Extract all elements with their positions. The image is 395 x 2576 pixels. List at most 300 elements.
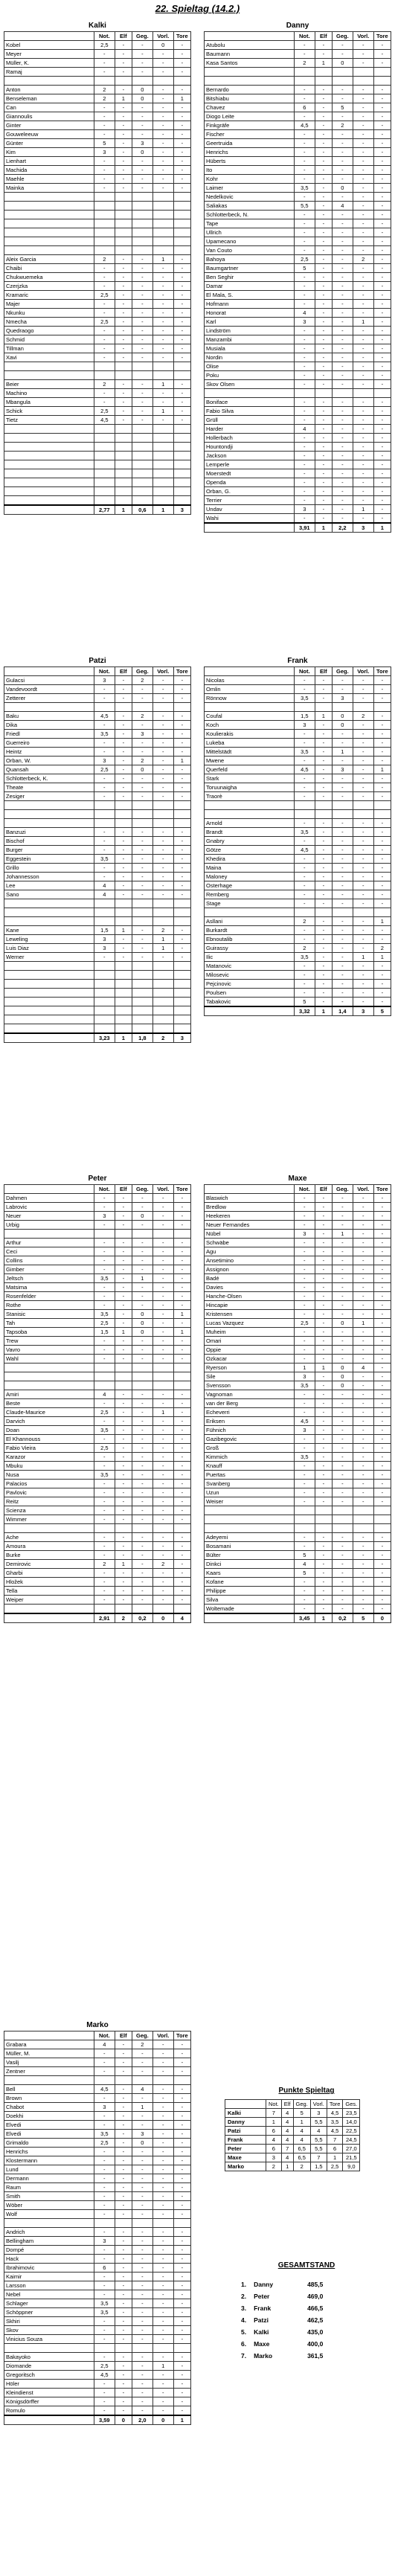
table-row — [205, 434, 391, 443]
stat-cell: - — [332, 398, 353, 407]
stat-cell: - — [315, 469, 332, 478]
table-row — [4, 211, 191, 219]
header-cell: Vorl. — [152, 32, 173, 41]
stat-cell: - — [315, 998, 332, 1007]
stat-cell — [115, 989, 132, 998]
stat-cell: - — [132, 1587, 152, 1596]
stat-cell — [152, 478, 173, 487]
stat-cell: - — [353, 416, 373, 425]
header-cell: Not. — [94, 32, 115, 41]
player-name: Brown — [4, 2094, 94, 2103]
stat-cell: - — [94, 1292, 115, 1301]
table-row — [4, 2335, 191, 2344]
stat-cell: - — [353, 1310, 373, 1319]
stat-cell: - — [332, 1265, 353, 1274]
stat-cell: - — [315, 828, 332, 837]
stat-cell: 1 — [315, 712, 332, 721]
points-name: Marko — [225, 2162, 266, 2171]
standings-rank: 1. — [241, 2281, 247, 2288]
stat-cell: - — [315, 219, 332, 228]
points-row — [225, 2136, 360, 2145]
standings-rank: 5. — [241, 2328, 247, 2336]
sum-cell: 0 — [115, 2415, 132, 2425]
player-name: Theate — [4, 783, 94, 792]
stat-cell: - — [373, 86, 391, 94]
stat-cell: - — [315, 264, 332, 273]
points-cell: 2,5 — [327, 2162, 343, 2171]
stat-cell — [94, 1024, 115, 1034]
table-row — [4, 2362, 191, 2371]
stat-cell: - — [294, 1292, 315, 1301]
table-row — [4, 1212, 191, 1221]
player-name: Skhiri — [4, 2317, 94, 2326]
stat-cell: 0 — [332, 59, 353, 68]
table-row — [4, 1372, 191, 1381]
stat-cell: - — [152, 2183, 173, 2192]
stat-cell: - — [353, 380, 373, 389]
table-row — [205, 77, 391, 86]
stat-cell — [115, 1015, 132, 1024]
stat-cell: - — [152, 2192, 173, 2201]
stat-cell: - — [173, 112, 190, 121]
stat-cell: - — [152, 2148, 173, 2156]
stat-cell: - — [173, 1346, 190, 1355]
stat-cell: - — [353, 460, 373, 469]
stat-cell: - — [173, 184, 190, 193]
points-cell: 6,5 — [293, 2153, 310, 2162]
stat-cell: - — [332, 166, 353, 175]
table-row — [205, 980, 391, 989]
stat-cell: 5 — [94, 139, 115, 148]
table-row — [4, 2406, 191, 2416]
player-name — [4, 228, 94, 237]
stat-cell: - — [173, 2237, 190, 2246]
stat-cell: - — [373, 469, 391, 478]
stat-cell: - — [294, 1355, 315, 1364]
table-row — [4, 1247, 191, 1256]
player-name: Johannesson — [4, 873, 94, 881]
player-name: Geertruida — [205, 139, 295, 148]
stat-cell: - — [353, 309, 373, 318]
stat-cell: - — [152, 130, 173, 139]
player-name: Kane — [4, 926, 94, 935]
stat-cell: 4 — [332, 202, 353, 211]
stat-cell: - — [173, 953, 190, 962]
player-name: Neuer — [4, 1212, 94, 1221]
stat-cell: - — [294, 676, 315, 685]
stat-cell: - — [294, 1408, 315, 1417]
stat-cell: - — [152, 2067, 173, 2076]
stat-cell: - — [353, 103, 373, 112]
stat-cell — [173, 971, 190, 980]
sum-cell: 2 — [152, 1033, 173, 1043]
stat-cell — [94, 237, 115, 246]
stat-cell: - — [173, 926, 190, 935]
table-row — [4, 1292, 191, 1301]
stat-cell: - — [315, 980, 332, 989]
stat-cell: - — [373, 318, 391, 327]
stat-cell — [315, 703, 332, 712]
stat-cell: - — [115, 837, 132, 846]
stat-cell: - — [353, 407, 373, 416]
points-cell: 4 — [281, 2153, 293, 2162]
stat-cell: - — [152, 175, 173, 184]
stat-cell: - — [115, 2380, 132, 2389]
player-name — [4, 2344, 94, 2353]
stat-cell: - — [173, 2148, 190, 2156]
header-cell: Elf — [115, 2031, 132, 2040]
table-row — [4, 676, 191, 685]
table-row — [205, 1355, 391, 1364]
stat-cell: - — [332, 1533, 353, 1542]
stat-cell: - — [115, 1515, 132, 1524]
table-row — [205, 828, 391, 837]
stat-cell: - — [173, 1426, 190, 1435]
stat-cell — [152, 487, 173, 496]
table-row — [4, 1310, 191, 1319]
stat-cell: - — [294, 496, 315, 505]
table-row — [4, 59, 191, 68]
stat-cell: - — [315, 953, 332, 962]
stat-cell: - — [115, 2121, 132, 2130]
stat-cell: - — [132, 1560, 152, 1569]
table-row — [205, 219, 391, 228]
player-name: Klostermann — [4, 2156, 94, 2165]
stat-cell: - — [115, 1426, 132, 1435]
stat-cell: - — [294, 1310, 315, 1319]
table-row — [4, 935, 191, 944]
stat-cell: 4 — [294, 309, 315, 318]
table-row — [4, 1497, 191, 1506]
stat-cell: - — [173, 1337, 190, 1346]
stat-cell: - — [173, 255, 190, 264]
stat-cell — [132, 899, 152, 908]
stat-cell: - — [173, 739, 190, 748]
table-row — [205, 362, 391, 371]
stat-cell: - — [132, 739, 152, 748]
points-cell: 7 — [281, 2145, 293, 2153]
player-name: Doan — [4, 1426, 94, 1435]
stat-cell — [115, 371, 132, 380]
stat-cell: - — [152, 1551, 173, 1560]
stat-cell: 3 — [294, 721, 315, 730]
player-name — [4, 434, 94, 443]
stat-cell: - — [373, 398, 391, 407]
stat-cell: - — [115, 2139, 132, 2148]
stat-cell: - — [294, 1221, 315, 1230]
stat-cell: - — [315, 1283, 332, 1292]
table-row — [205, 881, 391, 890]
stat-cell: 0 — [132, 2139, 152, 2148]
stat-cell: - — [152, 694, 173, 703]
stat-cell: 1 — [152, 944, 173, 953]
stat-cell: - — [373, 41, 391, 50]
stat-cell: - — [373, 899, 391, 908]
header-cell: Geg. — [332, 32, 353, 41]
stat-cell: - — [294, 1346, 315, 1355]
stat-cell: - — [152, 1355, 173, 1364]
header-cell — [4, 32, 94, 41]
player-name: Benseleman — [4, 94, 94, 103]
table-row — [205, 1551, 391, 1560]
table-row — [4, 721, 191, 730]
header-cell: Vorl. — [152, 2031, 173, 2040]
stat-cell: - — [115, 2335, 132, 2344]
player-name: Zentner — [4, 2067, 94, 2076]
stat-cell: - — [294, 443, 315, 452]
stat-cell: - — [332, 86, 353, 94]
stat-cell: 1 — [353, 1319, 373, 1328]
stat-cell — [132, 443, 152, 452]
table-row — [205, 211, 391, 219]
table-row — [4, 873, 191, 881]
stat-cell: - — [294, 407, 315, 416]
player-name: Toruunaigha — [205, 783, 295, 792]
player-name: Dika — [4, 721, 94, 730]
player-name: Beste — [4, 1399, 94, 1408]
table-row — [4, 1274, 191, 1283]
stat-cell — [173, 980, 190, 989]
stat-cell: - — [115, 407, 132, 416]
stat-cell: - — [353, 273, 373, 282]
table-row — [4, 1256, 191, 1265]
table-row — [205, 1337, 391, 1346]
table-row — [205, 890, 391, 899]
sum-cell — [205, 1006, 295, 1016]
stat-cell: - — [353, 264, 373, 273]
stat-cell: - — [315, 41, 332, 50]
stat-cell: - — [115, 2165, 132, 2174]
stat-cell — [332, 1506, 353, 1515]
table-row — [205, 103, 391, 112]
table-row — [4, 264, 191, 273]
sum-cell: 2,77 — [94, 505, 115, 515]
stat-cell: - — [94, 2290, 115, 2299]
sum-cell: 5 — [353, 1613, 373, 1623]
stat-cell: - — [315, 50, 332, 59]
stat-cell: - — [315, 398, 332, 407]
player-name: Stage — [205, 899, 295, 908]
stat-cell: - — [353, 193, 373, 202]
team-table-patzi — [4, 656, 191, 1043]
stat-cell: 3 — [332, 765, 353, 774]
player-name: Grabara — [4, 2040, 94, 2049]
stat-cell — [152, 1524, 173, 1533]
stat-cell: - — [152, 344, 173, 353]
table-row — [4, 730, 191, 739]
stat-cell: - — [173, 353, 190, 362]
stat-cell: - — [115, 112, 132, 121]
stat-cell: - — [115, 694, 132, 703]
player-name: Lemperle — [205, 460, 295, 469]
stat-cell — [152, 980, 173, 989]
table-row — [205, 899, 391, 908]
stat-cell: - — [373, 460, 391, 469]
player-name: Querfeld — [205, 765, 295, 774]
table-row — [205, 41, 391, 50]
table-row — [4, 425, 191, 434]
stat-cell: - — [173, 2353, 190, 2362]
stat-cell: 4 — [94, 1390, 115, 1399]
stat-cell: - — [315, 246, 332, 255]
stat-cell: - — [315, 166, 332, 175]
stat-cell: - — [332, 175, 353, 184]
table-row — [205, 1230, 391, 1239]
stat-cell: - — [152, 2273, 173, 2281]
stat-cell: - — [152, 157, 173, 166]
stat-cell — [353, 810, 373, 819]
stat-cell: 1 — [152, 2362, 173, 2371]
points-cell: 5,5 — [310, 2145, 327, 2153]
table-row — [205, 130, 391, 139]
table-row — [205, 837, 391, 846]
player-name: Collins — [4, 1256, 94, 1265]
stat-cell — [152, 989, 173, 998]
stat-cell: - — [373, 219, 391, 228]
stat-cell — [173, 228, 190, 237]
stat-cell: - — [294, 300, 315, 309]
stat-cell — [94, 452, 115, 460]
stat-cell: - — [353, 926, 373, 935]
stat-cell: - — [173, 2049, 190, 2058]
player-name: Burger — [4, 846, 94, 855]
stat-cell — [94, 487, 115, 496]
stat-cell: - — [315, 443, 332, 452]
stat-cell — [132, 77, 152, 86]
stat-cell: - — [115, 2281, 132, 2290]
stat-cell: - — [115, 1390, 132, 1399]
table-row — [4, 148, 191, 157]
table-row — [205, 50, 391, 59]
stat-cell: - — [294, 1203, 315, 1212]
stat-cell: - — [152, 1444, 173, 1453]
stat-cell: - — [315, 425, 332, 434]
stat-cell: 3 — [294, 505, 315, 514]
points-cell: 4,5 — [327, 2127, 343, 2136]
player-name: Kimmich — [205, 1453, 295, 1462]
stat-cell: - — [173, 2192, 190, 2201]
stat-cell: - — [332, 1596, 353, 1605]
stat-cell: - — [94, 2335, 115, 2344]
stat-cell: - — [132, 1265, 152, 1274]
player-name — [4, 810, 94, 819]
stat-cell: - — [173, 676, 190, 685]
table-row — [4, 1435, 191, 1444]
stat-cell: - — [173, 1417, 190, 1426]
player-name — [4, 452, 94, 460]
stat-cell: - — [152, 2201, 173, 2210]
stat-cell: - — [315, 783, 332, 792]
stat-cell: - — [132, 890, 152, 899]
stat-cell: - — [132, 2156, 152, 2165]
stat-cell: - — [115, 1310, 132, 1319]
stat-cell: 2 — [353, 255, 373, 264]
stat-cell: - — [115, 175, 132, 184]
stat-cell: - — [332, 282, 353, 291]
table-row — [205, 335, 391, 344]
player-name: Silva — [205, 1596, 295, 1605]
stat-cell: - — [294, 1488, 315, 1497]
stat-cell: - — [115, 2112, 132, 2121]
stat-cell: - — [332, 1578, 353, 1587]
stat-cell: - — [315, 873, 332, 881]
stat-cell: - — [332, 846, 353, 855]
stat-cell — [132, 202, 152, 211]
stat-cell: - — [315, 676, 332, 685]
player-name: Lee — [4, 881, 94, 890]
player-name: El Mala, S. — [205, 291, 295, 300]
stat-cell: - — [94, 1578, 115, 1587]
stat-cell: - — [132, 50, 152, 59]
stat-cell: - — [115, 2148, 132, 2156]
table-row — [205, 460, 391, 469]
stat-cell — [132, 237, 152, 246]
stat-cell: - — [315, 1551, 332, 1560]
table-row — [4, 487, 191, 496]
stat-cell: - — [173, 2299, 190, 2308]
stat-cell: - — [115, 1471, 132, 1480]
table-row — [4, 801, 191, 810]
table-row — [4, 246, 191, 255]
player-name: Banzuzi — [4, 828, 94, 837]
player-name: Vavro — [4, 1346, 94, 1355]
player-name: Grüll — [205, 416, 295, 425]
player-name: Blaswich — [205, 1194, 295, 1203]
stat-cell: 2,5 — [294, 255, 315, 264]
stat-cell: - — [94, 353, 115, 362]
stat-cell: - — [315, 460, 332, 469]
stat-cell: 4 — [94, 890, 115, 899]
player-name — [4, 469, 94, 478]
stat-cell: - — [315, 1417, 332, 1426]
stat-cell: - — [373, 1551, 391, 1560]
stat-cell: - — [152, 2246, 173, 2255]
stat-cell: - — [173, 2183, 190, 2192]
player-name: Laimer — [205, 184, 295, 193]
sum-cell: 1 — [315, 523, 332, 533]
stat-cell: - — [152, 1426, 173, 1435]
stat-cell: 1 — [373, 917, 391, 926]
stat-cell — [94, 1605, 115, 1614]
stat-cell: - — [94, 103, 115, 112]
stat-cell: - — [173, 1194, 190, 1203]
stat-cell: - — [132, 1569, 152, 1578]
team-table-peter — [4, 1174, 191, 1623]
table-row — [4, 1239, 191, 1247]
player-name: Wöber — [4, 2201, 94, 2210]
stat-cell: - — [353, 1274, 373, 1283]
stat-cell — [315, 1524, 332, 1533]
stat-cell — [132, 246, 152, 255]
stat-cell: - — [94, 837, 115, 846]
stat-cell: - — [353, 1355, 373, 1364]
stat-cell — [115, 211, 132, 219]
player-name: Gulacsi — [4, 676, 94, 685]
player-name: Mbangula — [4, 398, 94, 407]
stat-cell: - — [315, 1337, 332, 1346]
stat-cell: - — [315, 1578, 332, 1587]
stat-cell: - — [332, 353, 353, 362]
table-row — [4, 1596, 191, 1605]
stat-cell: - — [152, 757, 173, 765]
stat-cell: - — [353, 917, 373, 926]
stat-cell: 1 — [132, 2103, 152, 2112]
stat-cell: - — [115, 1587, 132, 1596]
stat-cell — [94, 443, 115, 452]
table-row — [4, 881, 191, 890]
stat-cell: - — [294, 237, 315, 246]
player-name: Wahi — [205, 514, 295, 524]
